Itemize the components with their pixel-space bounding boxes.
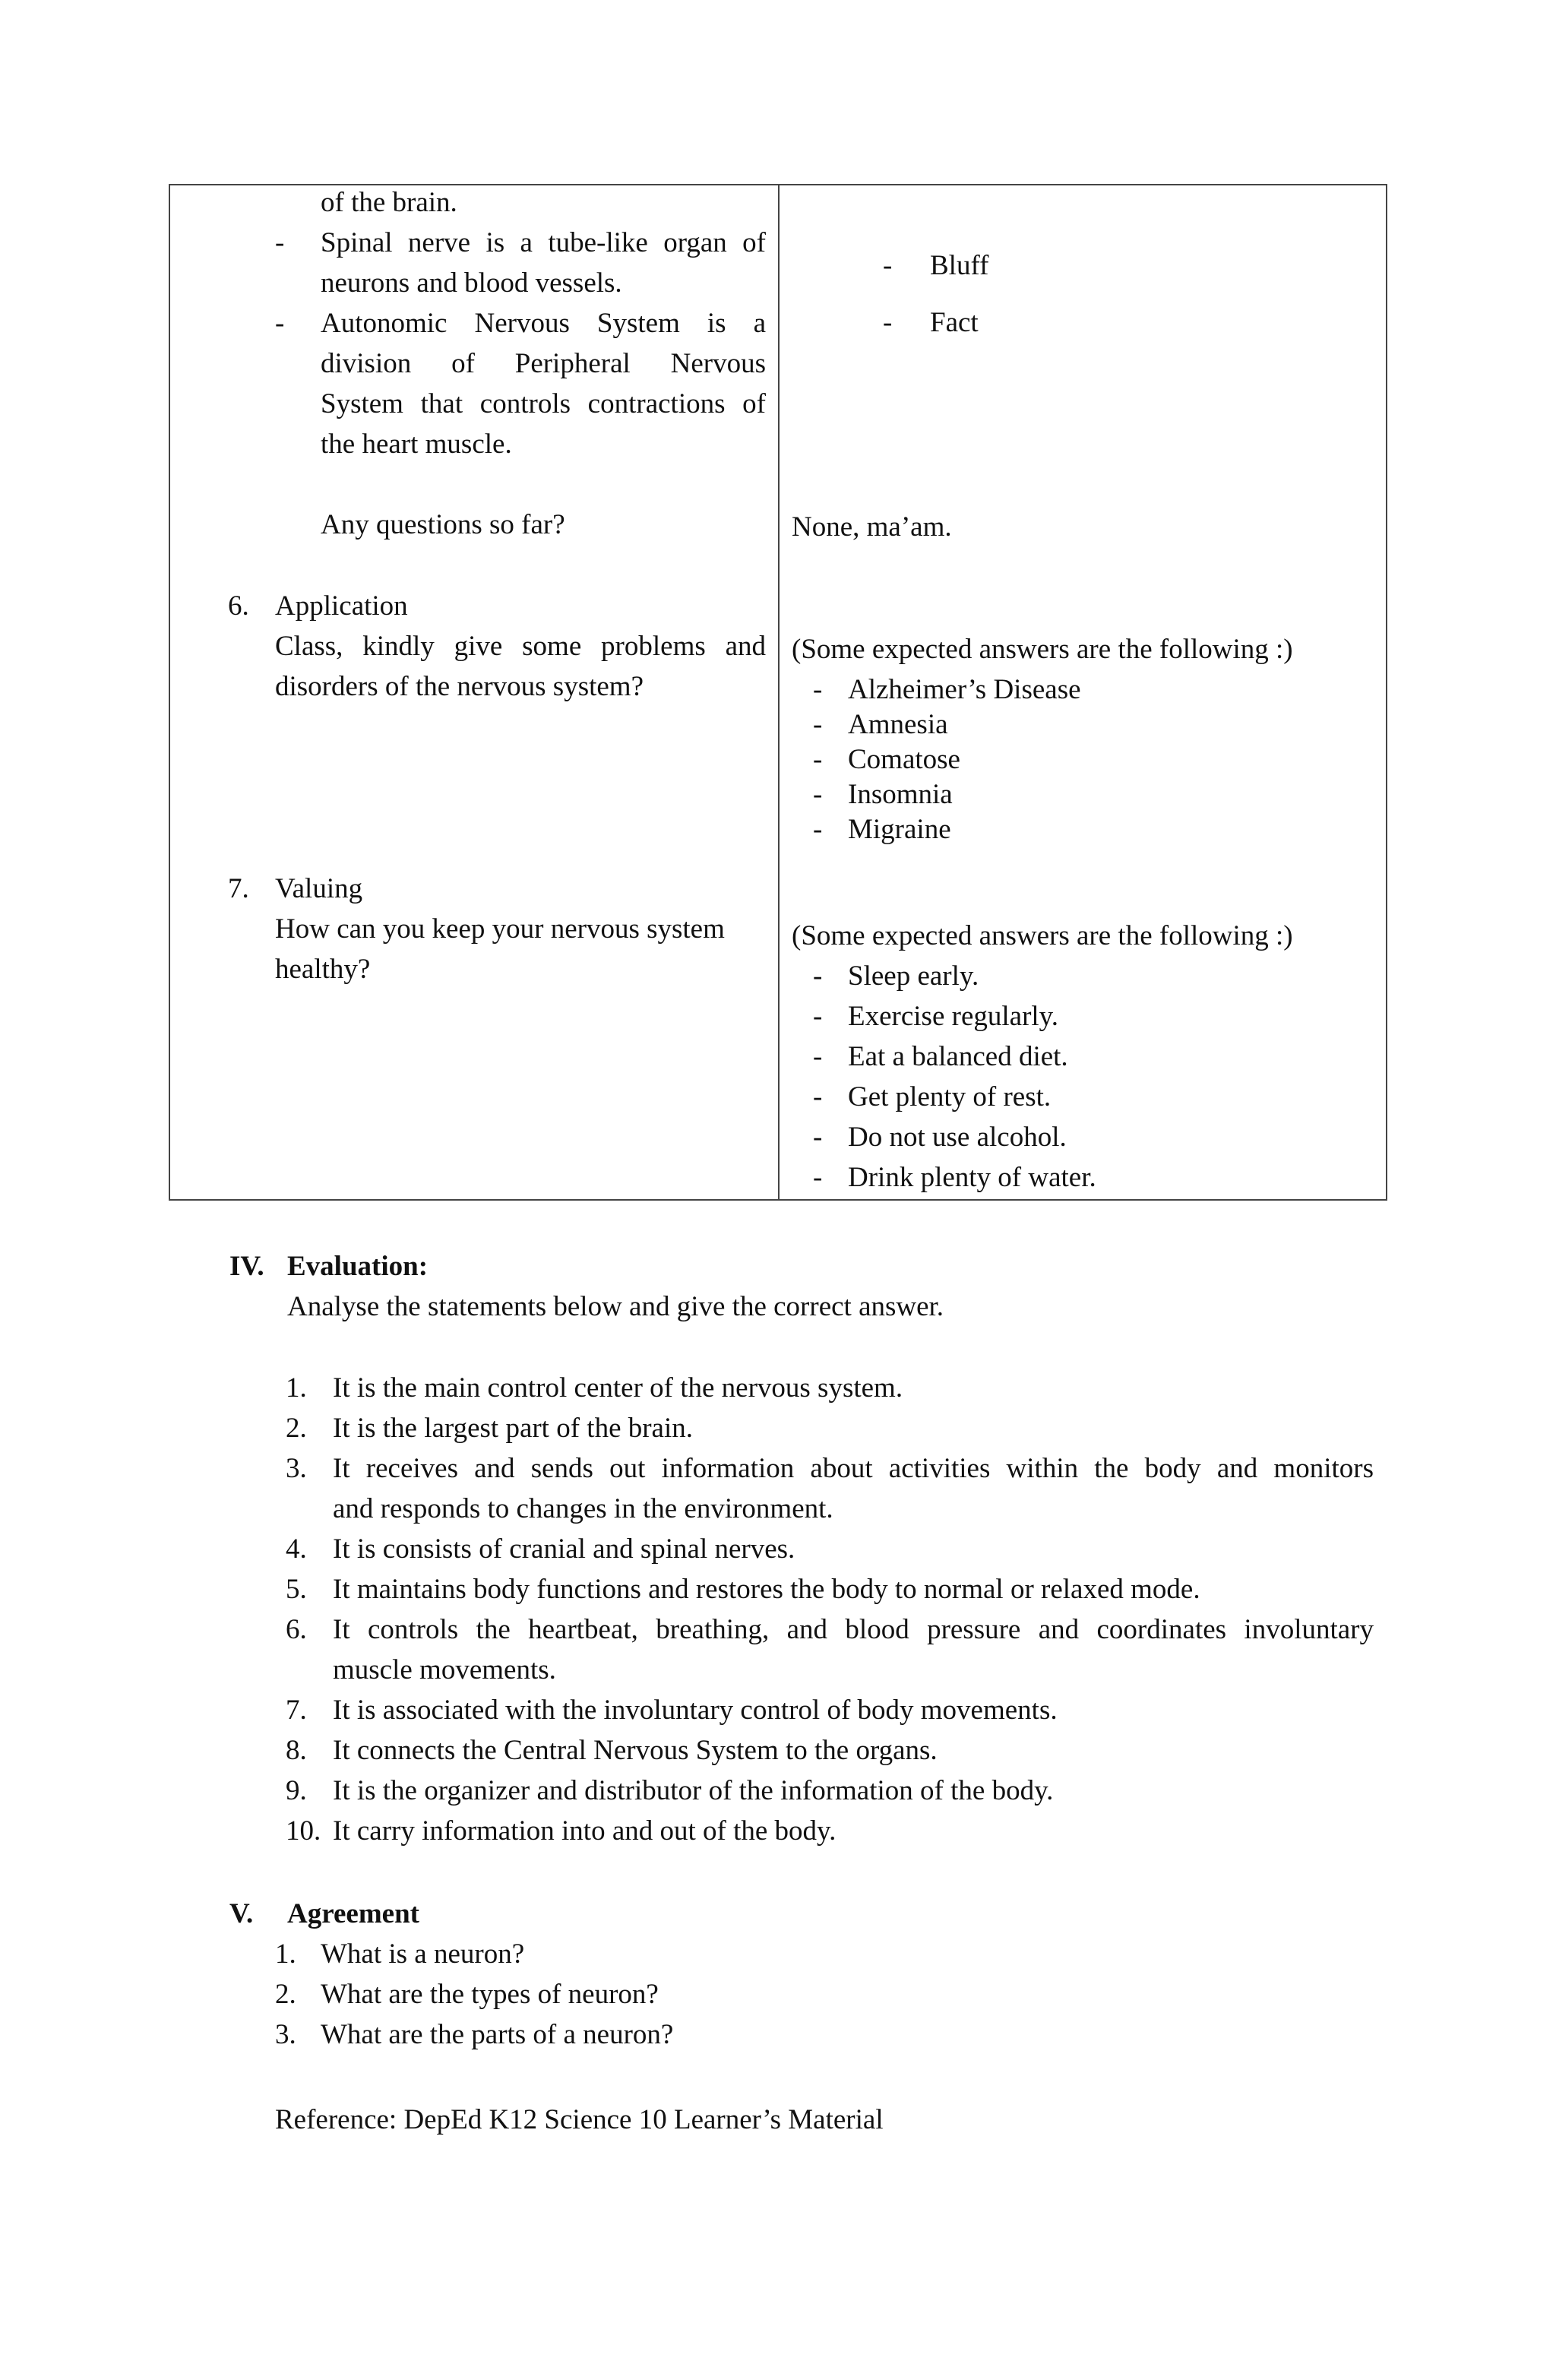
evaluation-item: muscle movements.	[333, 1654, 556, 1685]
evaluation-item: It is the organizer and distributor of the information of the body.	[333, 1775, 1054, 1806]
evaluation-item-number: 6.	[286, 1614, 307, 1645]
application-line: disorders of the nervous system?	[275, 671, 644, 702]
application-answers-intro: (Some expected answers are the following :)	[792, 634, 1293, 665]
evaluation-item-number: 4.	[286, 1533, 307, 1565]
valuing-answer: Exercise regularly.	[848, 1001, 1059, 1032]
agreement-numeral: V.	[229, 1898, 254, 1929]
agreement-item-number: 2.	[275, 1979, 296, 2010]
answer-dash: -	[813, 1081, 823, 1112]
valuing-answers-intro: (Some expected answers are the following :)	[792, 920, 1293, 951]
evaluation-item-number: 1.	[286, 1372, 307, 1404]
evaluation-item: It is the largest part of the brain.	[333, 1413, 694, 1444]
left-continuation: of the brain.	[321, 187, 457, 218]
application-answer: Comatose	[848, 744, 960, 775]
evaluation-item: and responds to changes in the environment.	[333, 1493, 833, 1524]
table-column-divider	[778, 184, 780, 1201]
agreement-item: What are the parts of a neuron?	[321, 2019, 674, 2050]
reference-text: Reference: DepEd K12 Science 10 Learner’s Material	[275, 2104, 884, 2135]
question-text: Any questions so far?	[321, 509, 565, 540]
valuing-answer: Eat a balanced diet.	[848, 1041, 1068, 1072]
evaluation-numeral: IV.	[229, 1251, 264, 1282]
evaluation-item-number: 8.	[286, 1735, 307, 1766]
agreement-item: What is a neuron?	[321, 1938, 525, 1970]
agreement-item-number: 3.	[275, 2019, 296, 2050]
answer-dash: -	[883, 250, 893, 281]
answer-item: Bluff	[930, 250, 989, 281]
valuing-answer: Do not use alcohol.	[848, 1122, 1067, 1153]
response-text: None, ma’am.	[792, 511, 952, 543]
application-answer: Alzheimer’s Disease	[848, 674, 1081, 705]
answer-dash: -	[813, 709, 823, 740]
evaluation-instruction: Analyse the statements below and give the correct answer.	[287, 1291, 944, 1322]
answer-dash: -	[813, 744, 823, 775]
bullet-dash: -	[275, 227, 285, 258]
answer-dash: -	[813, 1122, 823, 1153]
valuing-answer: Sleep early.	[848, 961, 979, 992]
valuing-line: healthy?	[275, 954, 371, 985]
bullet-line: division of Peripheral Nervous	[321, 348, 766, 379]
valuing-number: 7.	[228, 873, 249, 904]
evaluation-item: It controls the heartbeat, breathing, and blood pressure and coordinates involuntary	[333, 1614, 1374, 1645]
evaluation-item: It is associated with the involuntary control of body movements.	[333, 1695, 1058, 1726]
evaluation-heading: Evaluation:	[287, 1251, 429, 1282]
valuing-answer: Get plenty of rest.	[848, 1081, 1052, 1112]
evaluation-item-number: 3.	[286, 1453, 307, 1484]
application-heading: Application	[275, 590, 408, 622]
answer-dash: -	[813, 814, 823, 845]
bullet-dash: -	[275, 308, 285, 339]
valuing-answer: Drink plenty of water.	[848, 1162, 1096, 1193]
evaluation-item: It maintains body functions and restores the body to normal or relaxed mode.	[333, 1574, 1200, 1605]
evaluation-item: It is the main control center of the nervous system.	[333, 1372, 903, 1404]
valuing-heading: Valuing	[275, 873, 363, 904]
application-answer: Amnesia	[848, 709, 948, 740]
agreement-heading: Agreement	[287, 1898, 419, 1929]
application-line: Class, kindly give some problems and	[275, 631, 766, 662]
application-answer: Migraine	[848, 814, 951, 845]
evaluation-item-number: 2.	[286, 1413, 307, 1444]
answer-dash: -	[813, 961, 823, 992]
bullet-line: the heart muscle.	[321, 429, 512, 460]
evaluation-item: It connects the Central Nervous System to the organs.	[333, 1735, 938, 1766]
evaluation-item-number: 5.	[286, 1574, 307, 1605]
application-answer: Insomnia	[848, 779, 953, 810]
answer-dash: -	[813, 779, 823, 810]
answer-item: Fact	[930, 307, 979, 338]
bullet-line: neurons and blood vessels.	[321, 267, 622, 299]
answer-dash: -	[813, 674, 823, 705]
agreement-item-number: 1.	[275, 1938, 296, 1970]
evaluation-item-number: 10.	[286, 1815, 321, 1847]
evaluation-item-number: 7.	[286, 1695, 307, 1726]
agreement-item: What are the types of neuron?	[321, 1979, 659, 2010]
answer-dash: -	[813, 1001, 823, 1032]
valuing-line: How can you keep your nervous system	[275, 913, 725, 945]
answer-dash: -	[883, 307, 893, 338]
answer-dash: -	[813, 1041, 823, 1072]
answer-dash: -	[813, 1162, 823, 1193]
evaluation-item: It is consists of cranial and spinal nerves.	[333, 1533, 795, 1565]
application-number: 6.	[228, 590, 249, 622]
evaluation-item: It carry information into and out of the body.	[333, 1815, 837, 1847]
evaluation-item-number: 9.	[286, 1775, 307, 1806]
bullet-line: Spinal nerve is a tube-like organ of	[321, 227, 766, 258]
bullet-line: Autonomic Nervous System is a	[321, 308, 766, 339]
evaluation-item: It receives and sends out information about activities within the body and monitors	[333, 1453, 1374, 1484]
bullet-line: System that controls contractions of	[321, 388, 766, 419]
